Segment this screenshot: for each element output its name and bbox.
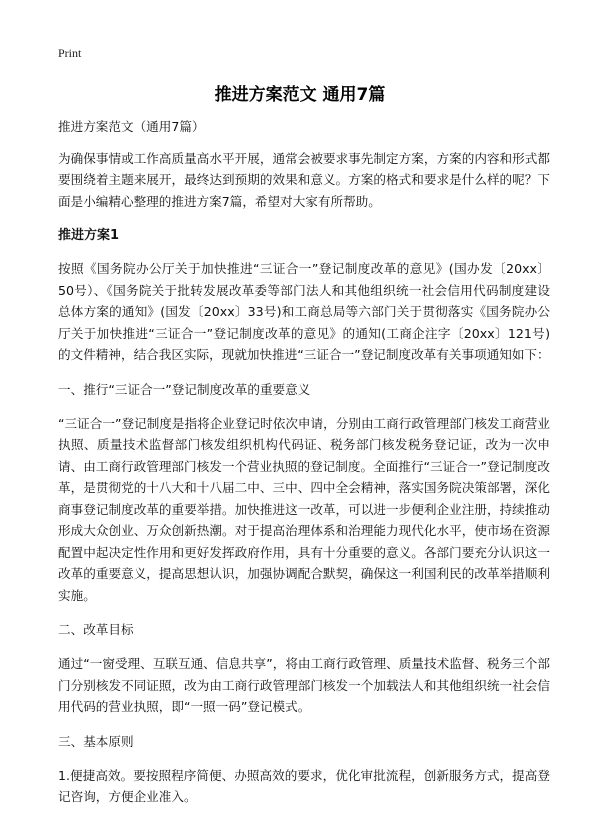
document-body xyxy=(58,116,550,821)
paragraph-2: “三证合一”登记制度是指将企业登记时依次申请，分别由工商行政管理部门核发工商营业执照、质量技术监督部门核发组织机构代码证、税务部门核发税务登记证，改为一次申请、由工商行政管理部门核发一个营业执照的登记制度。全面推行“三证合一”登记制度改革，是贯彻党的十八大和十八届二中、三中、四中全会精神，落实国务院决策部署，深化商事登记制度改革的重要举措。加快推进这一改革，可以进一步便利企业注册，持续推动形成大众创业、万众创新热潮。对于提高治理体系和治理能力现代化水平，使市场在资源配置中起决定性作用和更好发挥政府作用，具有十分重要的意义。各部门要充分认识这一改革的重要意义，提高思想认识，加强协调配合默契，确保这一利国利民的改革举措顺利实施。 xyxy=(58,415,550,603)
section-title-significance: 一、推行“三证合一”登记制度改革的重要意义 xyxy=(58,381,311,397)
document-title: 推进方案范文 通用7篇 xyxy=(214,85,386,105)
section-heading-1: 推进方案1 xyxy=(58,228,120,243)
section-title-principles: 三、基本原则 xyxy=(58,733,134,749)
print-label: Print xyxy=(58,46,82,60)
paragraph-1: 按照《国务院办公厅关于加快推进“三证合一”登记制度改革的意见》(国办发〔20xx〕50号）、《国务院关于批转发展改革委等部门法人和其他组织统一社会信用代码制度建设总体方案的通知》(国发〔20xx〕33号)和工商总局等六部门关于贯彻落实《国务院办公厅关于加快推进“三证合一”登记制度改革的意见》的通知(工商企注字〔20xx〕121号)的文件精神，结合我区实际，现就加快推进“三证合一”登记制度改革有关事项通知如下： xyxy=(58,261,550,362)
section-title-goal: 二、改革目标 xyxy=(58,622,134,637)
intro-paragraph: 为确保事情或工作高质量高水平开展，通常会被要求事先制定方案，方案的内容和形式都要围绕着主题来展开，最终达到预期的效果和意义。方案的格式和要求是什么样的呢？下面是小编精心整理的推进方案7篇，希望对大家有所帮助。 xyxy=(58,150,550,209)
paragraph-4: 1.便捷高效。要按照程序简便、办照高效的要求，优化审批流程，创新服务方式，提高登记咨询，方便企业准入。 xyxy=(58,767,550,804)
document-subtitle: 推进方案范文（通用7篇） xyxy=(58,119,205,134)
paragraph-3: 通过“一窗受理、互联互通、信息共享”，将由工商行政管理、质量技术监督、税务三个部门分别核发不同证照，改为由工商行政管理部门核发一个加载法人和其他组织统一社会信用代码的营业执照，即“一照一码”登记模式。 xyxy=(58,656,550,714)
